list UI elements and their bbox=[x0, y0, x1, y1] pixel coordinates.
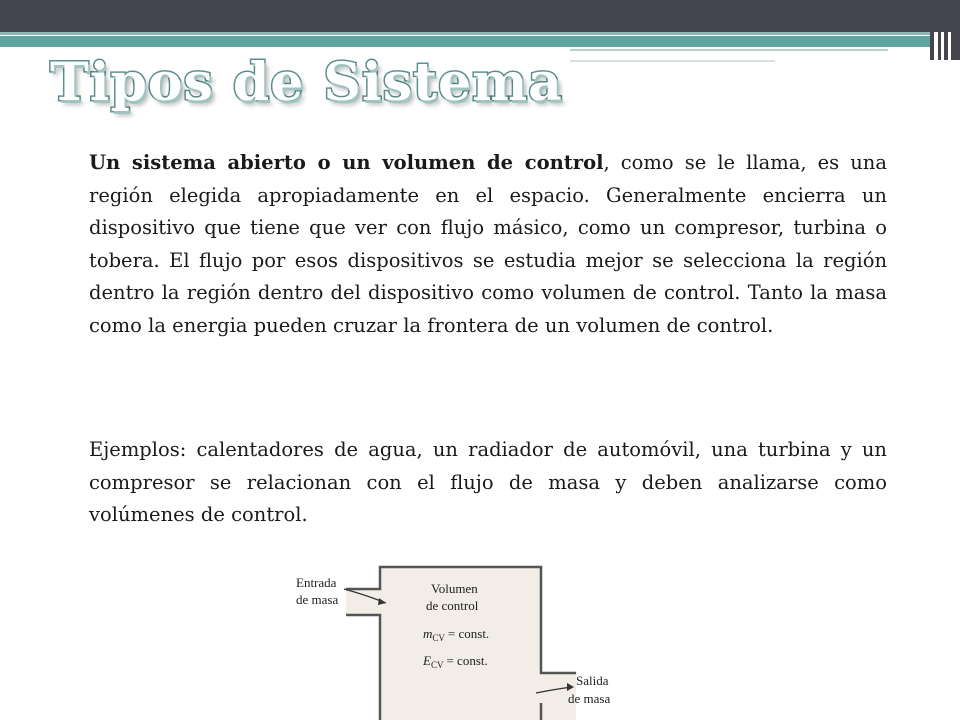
accent-bar bbox=[0, 36, 930, 47]
outlet-label-line1: Salida bbox=[576, 673, 609, 688]
mass-equation: $m_{CV}$ = const. bbox=[423, 626, 490, 643]
energy-equation: $E_{CV}$ = const. bbox=[423, 653, 488, 670]
paragraph-definition-rest: , como se le llama, es una región elegida apropiadamente en el espacio. Generalmente encierra un dispositivo que tiene que ver con flujo másico, como un compresor, turbina o tobera. El flujo por esos dispositivos se estudia mejor se selecciona la región dentro la región dentro del dispositivo como volumen de control. Tanto la masa como la energia pueden cruzar la frontera de un volumen de control. bbox=[89, 151, 887, 337]
accent-tab-line bbox=[570, 49, 888, 51]
inlet-label-line2: de masa bbox=[296, 592, 339, 607]
paragraph-examples: Ejemplos: calentadores de agua, un radiador de automóvil, una turbina y un compresor se relacionan con el flujo de masa y deben analizarse como volúmenes de control. bbox=[89, 438, 887, 527]
inlet-label-line1: Entrada bbox=[296, 575, 337, 590]
top-bar bbox=[0, 0, 960, 32]
accent-line-thin bbox=[0, 32, 930, 35]
accent-tab-line-short bbox=[570, 60, 775, 62]
control-volume-diagram bbox=[286, 563, 620, 720]
outlet-label-line2: de masa bbox=[568, 691, 611, 706]
corner-stripes bbox=[930, 0, 960, 60]
cv-label-line2: de control bbox=[426, 598, 479, 613]
paragraph-definition-bold: Un sistema abierto o un volumen de control bbox=[89, 151, 604, 174]
slide-title: Tipos de Sistema bbox=[50, 52, 563, 113]
paragraph-definition bbox=[89, 147, 887, 343]
cv-label-line1: Volumen bbox=[431, 581, 478, 596]
